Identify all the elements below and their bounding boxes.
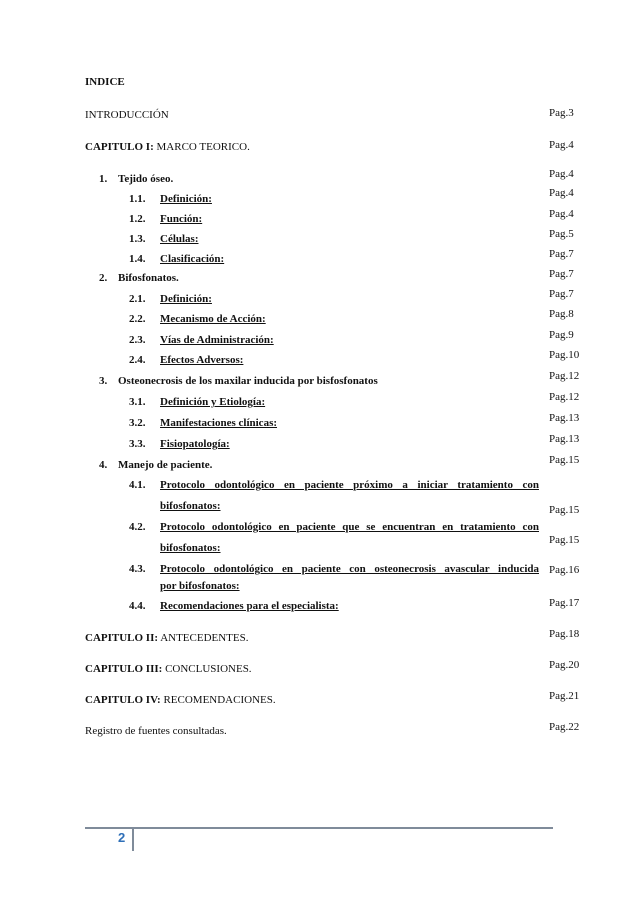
toc-intro-label: INTRODUCCIÓN — [85, 109, 169, 121]
toc-s1-1-num: 1.1. — [129, 193, 146, 205]
toc-s3-1-label: Definición y Etiología: — [160, 396, 266, 408]
toc-s3-2-page: Pag.13 — [549, 412, 580, 424]
footer-rule — [85, 827, 553, 829]
toc-cap1-label: MARCO TEORICO. — [153, 141, 250, 153]
toc-s4-3-num: 4.3. — [129, 563, 146, 575]
toc-cap2 — [85, 632, 249, 644]
toc-s3-3-page: Pag.13 — [549, 433, 580, 445]
toc-s4-3-line1: Protocolo odontológico en paciente con osteonecrosis avascular inducida — [160, 563, 539, 575]
toc-s3-1-page: Pag.12 — [549, 391, 580, 403]
toc-s1-4-page: Pag.7 — [549, 248, 574, 260]
toc-s2-1-label: Definición: — [160, 293, 212, 305]
toc-s2-page: Pag.7 — [549, 268, 574, 280]
toc-s1-num: 1. — [99, 173, 108, 185]
toc-s4-page: Pag.15 — [549, 454, 580, 466]
toc-s1-2-label: Función: — [160, 213, 203, 225]
toc-s4-2-line2: bifosfonatos: — [160, 542, 221, 554]
toc-registro-page: Pag.22 — [549, 721, 580, 733]
toc-s1-4-num: 1.4. — [129, 253, 146, 265]
toc-s2-1-page: Pag.7 — [549, 288, 574, 300]
toc-s1-3-num: 1.3. — [129, 233, 146, 245]
toc-s1-4-label: Clasificación: — [160, 253, 225, 265]
toc-cap4-prefix: CAPITULO IV: — [85, 694, 161, 706]
toc-s2-3-page: Pag.9 — [549, 329, 574, 341]
toc-s4-2-num: 4.2. — [129, 521, 146, 533]
toc-cap1-page: Pag.4 — [549, 139, 574, 151]
toc-s3-1-num: 3.1. — [129, 396, 146, 408]
toc-s3-2-num: 3.2. — [129, 417, 146, 429]
toc-s2-2-label: Mecanismo de Acción: — [160, 313, 266, 325]
toc-s3-2-label: Manifestaciones clínicas: — [160, 417, 278, 429]
toc-s1-page: Pag.4 — [549, 168, 574, 180]
toc-s3-num: 3. — [99, 375, 108, 387]
toc-s2-num: 2. — [99, 272, 108, 284]
toc-s3-3-num: 3.3. — [129, 438, 146, 450]
toc-s1-1-page: Pag.4 — [549, 187, 574, 199]
toc-s3-label: Osteonecrosis de los maxilar inducida por bisfosfonatos — [118, 375, 378, 387]
toc-s4-4-page: Pag.17 — [549, 597, 580, 609]
toc-s2-4-page: Pag.10 — [549, 349, 580, 361]
toc-s1-3-page: Pag.5 — [549, 228, 574, 240]
toc-s2-2-page: Pag.8 — [549, 308, 574, 320]
toc-cap3-page: Pag.20 — [549, 659, 580, 671]
toc-registro-label: Registro de fuentes consultadas. — [85, 725, 227, 737]
toc-s4-1-page: Pag.15 — [549, 504, 580, 516]
toc-s2-4-num: 2.4. — [129, 354, 146, 366]
toc-s4-4-label: Recomendaciones para el especialista: — [160, 600, 339, 612]
toc-cap3-prefix: CAPITULO III: — [85, 663, 163, 675]
toc-cap2-label: ANTECEDENTES. — [158, 632, 249, 644]
toc-s4-1-line2: bifosfonatos: — [160, 500, 221, 512]
toc-cap2-prefix: CAPITULO II: — [85, 632, 159, 644]
toc-s2-2-num: 2.2. — [129, 313, 146, 325]
toc-s4-4-num: 4.4. — [129, 600, 146, 612]
toc-s4-1-num: 4.1. — [129, 479, 146, 491]
toc-cap1-prefix: CAPITULO I: — [85, 141, 154, 153]
toc-s3-3-label: Fisiopatología: — [160, 438, 230, 450]
toc-cap4 — [85, 694, 276, 706]
toc-s1-label: Tejido óseo. — [118, 173, 174, 185]
toc-s2-4-label: Efectos Adversos: — [160, 354, 244, 366]
toc-s1-2-num: 1.2. — [129, 213, 146, 225]
toc-s4-num: 4. — [99, 459, 108, 471]
toc-s2-1-num: 2.1. — [129, 293, 146, 305]
toc-s4-2-line1: Protocolo odontológico en paciente que se encuentran en tratamiento con — [160, 521, 539, 533]
toc-s1-1-label: Definición: — [160, 193, 212, 205]
footer-page-number: 2 — [118, 830, 126, 845]
toc-s2-3-num: 2.3. — [129, 334, 146, 346]
toc-s4-3-line2: por bifosfonatos: — [160, 580, 240, 592]
toc-s4-1-line1: Protocolo odontológico en paciente próximo a iniciar tratamiento con — [160, 479, 539, 491]
toc-cap4-page: Pag.21 — [549, 690, 580, 702]
toc-cap3 — [85, 663, 252, 675]
toc-cap3-label: CONCLUSIONES. — [162, 663, 252, 675]
toc-s1-2-page: Pag.4 — [549, 208, 574, 220]
toc-intro-page: Pag.3 — [549, 107, 574, 119]
toc-s1-3-label: Células: — [160, 233, 199, 245]
toc-s4-3-page: Pag.16 — [549, 564, 580, 576]
toc-s4-label: Manejo de paciente. — [118, 459, 213, 471]
footer-divider — [132, 827, 134, 851]
toc-s4-2-page: Pag.15 — [549, 534, 580, 546]
toc-cap1 — [85, 141, 250, 153]
toc-cap2-page: Pag.18 — [549, 628, 580, 640]
toc-s3-page: Pag.12 — [549, 370, 580, 382]
toc-cap4-label: RECOMENDACIONES. — [160, 694, 276, 706]
toc-s2-label: Bifosfonatos. — [118, 272, 179, 284]
toc-s2-3-label: Vías de Administración: — [160, 334, 274, 346]
index-title: INDICE — [85, 76, 125, 88]
